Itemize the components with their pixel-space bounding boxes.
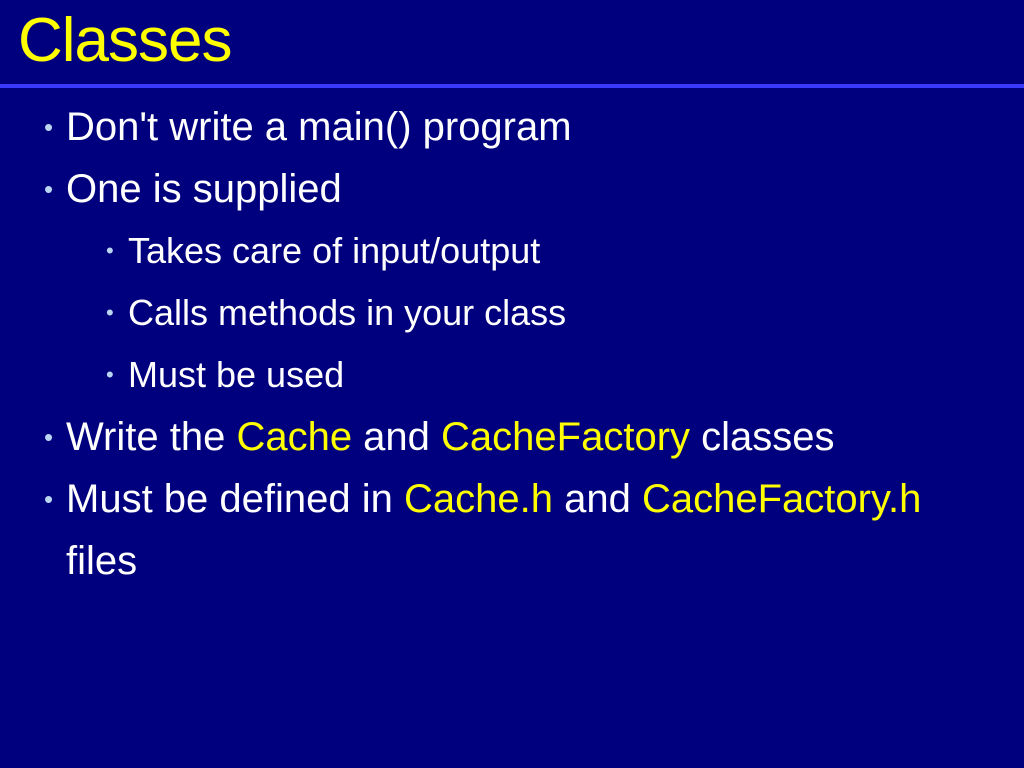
bullet-marker-icon: • xyxy=(44,484,54,514)
list-item-text xyxy=(66,468,994,592)
highlight-term: Cache xyxy=(236,415,353,459)
bullet-marker-icon: • xyxy=(44,422,54,452)
list-item-text xyxy=(66,158,994,220)
bullet-marker-icon: • xyxy=(44,112,54,142)
text-segment: files xyxy=(66,539,138,583)
list-item xyxy=(30,158,994,220)
title-divider xyxy=(0,84,1024,88)
text-segment: Must be defined in xyxy=(66,477,404,521)
text-segment: and xyxy=(552,477,642,521)
list-item-text xyxy=(128,282,994,344)
list-item xyxy=(94,344,994,406)
list-item xyxy=(94,220,994,282)
list-item xyxy=(30,468,994,592)
list-item xyxy=(30,406,994,468)
text-segment: Must be used xyxy=(128,354,345,395)
text-segment: Write the xyxy=(66,415,237,459)
list-item xyxy=(94,282,994,344)
text-segment: Don't write a main() program xyxy=(66,105,572,149)
list-item-text xyxy=(66,406,994,468)
text-segment: One is supplied xyxy=(66,167,342,211)
bullet-marker-icon: • xyxy=(106,300,114,325)
list-item xyxy=(30,96,994,158)
list-item-text xyxy=(128,220,994,282)
text-segment: and xyxy=(352,415,442,459)
highlight-term: CacheFactory xyxy=(441,415,691,459)
text-segment: Takes care of input/output xyxy=(128,230,541,271)
bullet-marker-icon: • xyxy=(106,362,114,387)
text-segment: Calls methods in your class xyxy=(128,292,567,333)
list-item-text xyxy=(128,344,994,406)
slide-body xyxy=(30,96,994,592)
page-title: Classes xyxy=(18,6,232,75)
text-segment: classes xyxy=(690,415,835,459)
highlight-term: CacheFactory.h xyxy=(641,477,922,521)
highlight-term: Cache.h xyxy=(404,477,553,521)
list-item-text xyxy=(66,96,994,158)
bullet-marker-icon: • xyxy=(106,238,114,263)
bullet-marker-icon: • xyxy=(44,174,54,204)
